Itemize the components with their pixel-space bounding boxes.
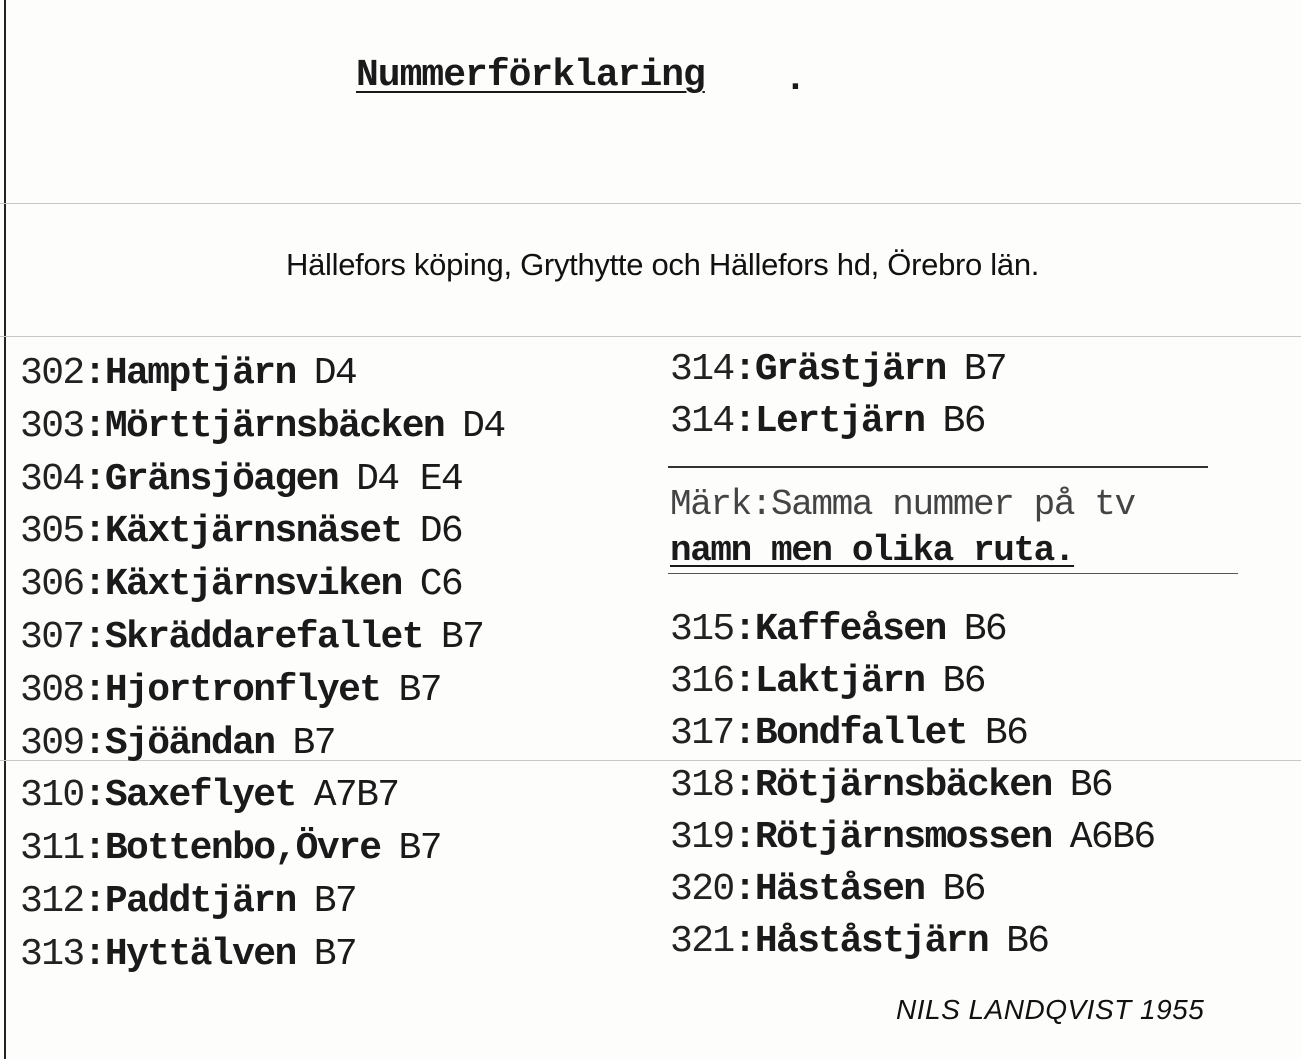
place-entry: [670, 656, 1155, 708]
title-period: .: [784, 58, 807, 101]
place-name: Häståsen: [754, 868, 925, 911]
grid-reference: B6: [942, 660, 985, 703]
entry-number: 320: [670, 868, 734, 911]
place-name: Grästjärn: [754, 348, 946, 391]
place-name: Käxtjärnsviken: [104, 563, 402, 607]
place-entry: [20, 929, 505, 982]
place-name: Hyttälven: [104, 932, 296, 976]
place-entry: [670, 864, 1155, 916]
entry-separator: :: [83, 510, 105, 554]
entry-number: 306: [20, 563, 84, 607]
grid-reference: B6: [1006, 920, 1049, 963]
entry-number: 302: [20, 352, 84, 395]
place-entry: [20, 506, 505, 559]
entry-number: 303: [20, 404, 84, 448]
place-entry: [20, 454, 505, 507]
faint-rule: [0, 203, 1301, 204]
entry-separator: :: [83, 879, 105, 923]
grid-reference: B7: [963, 348, 1007, 391]
grid-reference: A7B7: [313, 774, 399, 818]
entry-separator: :: [733, 400, 755, 443]
note-line-2: namn men olika ruta.: [670, 530, 1075, 571]
entry-number: 309: [20, 721, 84, 765]
entry-separator: :: [83, 721, 105, 765]
entry-separator: :: [83, 404, 105, 448]
grid-reference: B7: [313, 879, 357, 923]
grid-reference: D4 E4: [356, 457, 463, 501]
entry-separator: :: [83, 668, 105, 712]
entry-number: 308: [20, 668, 84, 712]
grid-reference: B6: [942, 400, 985, 443]
grid-reference: B6: [1069, 764, 1113, 807]
place-entry: [20, 612, 505, 665]
entry-separator: :: [733, 764, 755, 807]
entry-separator: :: [733, 920, 755, 963]
entry-separator: :: [83, 774, 105, 818]
entry-separator: :: [83, 563, 105, 607]
place-entry: [670, 916, 1155, 968]
place-entry: [20, 665, 505, 718]
place-name: Bondfallet: [754, 712, 967, 755]
place-entry: [670, 812, 1155, 864]
place-entry: [20, 770, 505, 823]
entry-number: 317: [670, 712, 734, 755]
entry-number: 314: [670, 348, 734, 391]
place-entry: [670, 396, 1006, 448]
grid-reference: B7: [398, 668, 441, 712]
entry-separator: :: [733, 816, 755, 859]
place-name: Skräddarefallet: [104, 615, 423, 659]
grid-reference: D6: [419, 510, 463, 554]
place-name: Kaffeåsen: [754, 608, 946, 651]
place-name: Laktjärn: [754, 660, 925, 703]
entry-number: 321: [670, 920, 734, 963]
place-entry: [670, 344, 1006, 396]
entry-number: 312: [20, 879, 84, 923]
author-signature: NILS LANDQVIST 1955: [896, 994, 1205, 1025]
entry-separator: :: [733, 348, 755, 391]
entry-separator: :: [83, 352, 105, 395]
entry-number: 311: [20, 827, 84, 871]
entry-number: 319: [670, 816, 734, 859]
grid-reference: B6: [984, 712, 1028, 755]
right-entry-list-top: [670, 344, 1006, 448]
note-bottom-rule: [668, 573, 1238, 574]
entry-separator: :: [733, 712, 755, 755]
grid-reference: B6: [963, 608, 1007, 651]
place-name: Paddtjärn: [104, 879, 296, 923]
place-name: Lertjärn: [754, 400, 925, 443]
entry-separator: :: [733, 608, 755, 651]
grid-reference: A6B6: [1069, 816, 1155, 859]
grid-reference: D4: [313, 352, 357, 395]
place-name: Håståstjärn: [754, 920, 989, 963]
place-entry: [670, 760, 1155, 812]
place-name: Hjortronflyet: [104, 668, 381, 712]
entry-separator: :: [83, 615, 105, 659]
place-entry: [670, 604, 1155, 656]
place-entry: [20, 823, 505, 876]
grid-reference: B7: [398, 827, 441, 871]
region-subtitle: Hällefors köping, Grythytte och Hällefors hd, Örebro län.: [286, 247, 1040, 282]
place-name: Saxeflyet: [104, 774, 296, 818]
left-entry-list: [20, 348, 505, 982]
place-name: Rötjärnsmossen: [754, 816, 1052, 859]
entry-separator: :: [733, 660, 755, 703]
place-name: Sjöändan: [104, 721, 275, 765]
entry-number: 304: [20, 457, 84, 501]
entry-number: 310: [20, 774, 84, 818]
entry-number: 305: [20, 510, 84, 554]
faint-rule: [0, 336, 1301, 337]
entry-number: 315: [670, 608, 734, 651]
entry-number: 318: [670, 764, 734, 807]
grid-reference: D4: [462, 404, 505, 448]
grid-reference: C6: [419, 563, 463, 607]
place-name: Gränsjöagen: [104, 457, 339, 501]
entry-number: 314: [670, 400, 734, 443]
entry-number: 316: [670, 660, 734, 703]
right-entry-list-bottom: [670, 604, 1155, 968]
grid-reference: B6: [942, 868, 985, 911]
grid-reference: B7: [440, 615, 484, 659]
place-entry: [20, 718, 505, 771]
place-entry: [20, 559, 505, 612]
place-name: Hamptjärn: [104, 352, 296, 395]
place-name: Rötjärnsbäcken: [754, 764, 1052, 807]
place-name: Bottenbo,Övre: [104, 827, 381, 871]
place-entry: [20, 401, 505, 454]
place-name: Käxtjärnsnäset: [104, 510, 402, 554]
entry-separator: :: [83, 827, 105, 871]
place-entry: [670, 708, 1155, 760]
place-entry: [20, 348, 505, 401]
entry-number: 307: [20, 615, 84, 659]
entry-separator: :: [83, 932, 105, 976]
note-line-1: Märk:Samma nummer på tv: [670, 484, 1135, 525]
page-title: Nummerförklaring: [356, 54, 705, 97]
entry-separator: :: [83, 457, 105, 501]
note-top-rule: [668, 466, 1208, 468]
entry-number: 313: [20, 932, 84, 976]
place-entry: [20, 876, 505, 929]
grid-reference: B7: [292, 721, 335, 765]
card-left-edge: [4, 0, 6, 1059]
grid-reference: B7: [313, 932, 357, 976]
entry-separator: :: [733, 868, 755, 911]
place-name: Mörttjärnsbäcken: [104, 404, 445, 448]
